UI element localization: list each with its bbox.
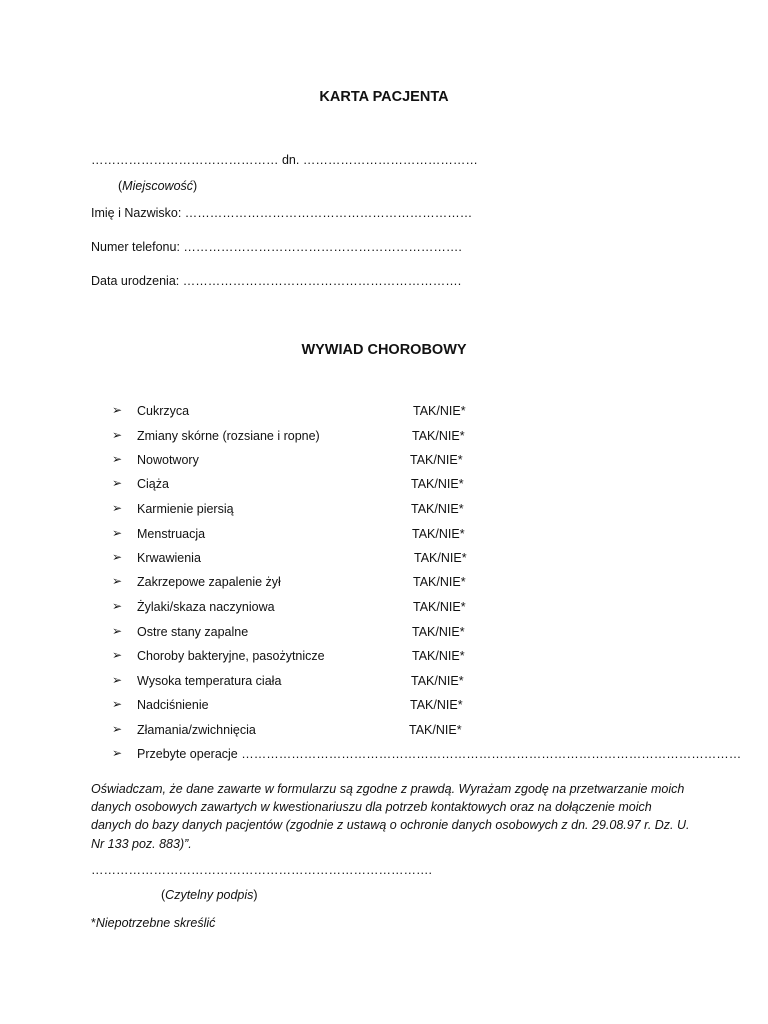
- arrow-bullet-icon: ➢: [112, 403, 123, 417]
- signature-hint-close: ): [253, 888, 258, 902]
- signature-line: ……………………………………………………………………….: [91, 863, 432, 877]
- arrow-bullet-icon: ➢: [112, 428, 123, 442]
- history-item-label: Złamania/zwichnięcia: [137, 723, 256, 737]
- arrow-bullet-icon: ➢: [112, 550, 123, 564]
- history-item-label: Nowotwory: [137, 453, 199, 467]
- signature-hint-open: (: [161, 888, 166, 902]
- birth-date-field: Data urodzenia: ………………………………………………………….: [91, 274, 462, 288]
- arrow-bullet-icon: ➢: [112, 624, 123, 638]
- history-item-answer: TAK/NIE*: [413, 404, 466, 418]
- signature-hint-text: Czytelny podpis: [165, 888, 254, 902]
- footnote-text: Niepotrzebne skreślić: [95, 916, 216, 930]
- history-item-label: Zmiany skórne (rozsiane i ropne): [137, 429, 320, 443]
- history-item-answer: TAK/NIE*: [409, 723, 462, 737]
- arrow-bullet-icon: ➢: [112, 526, 123, 540]
- signature-hint: [161, 888, 258, 902]
- history-item-answer: TAK/NIE*: [412, 429, 465, 443]
- place-date-line: ……………………………………… dn. ……………………………………: [91, 153, 478, 167]
- history-item-answer: TAK/NIE*: [413, 600, 466, 614]
- history-item-answer: TAK/NIE*: [411, 477, 464, 491]
- place-hint: [118, 179, 197, 193]
- history-item-label: Ostre stany zapalne: [137, 625, 249, 639]
- history-item-answer: TAK/NIE*: [411, 674, 464, 688]
- arrow-bullet-icon: ➢: [112, 697, 123, 711]
- arrow-bullet-icon: ➢: [112, 648, 123, 662]
- arrow-bullet-icon: ➢: [112, 452, 123, 466]
- history-item-label: Cukrzyca: [137, 404, 190, 418]
- consent-statement: Oświadczam, że dane zawarte w formularzu są zgodne z prawdą. Wyrażam zgodę na przetwarzanie moich danych osobowych zawartych w kwestionariuszu dla potrzeb kontaktowych oraz na dołączenie moich danych do bazy danych pacjentów (zgodnie z ustawą o ochronie danych osobowych z dn. 29.08.97 r. Dz. U. Nr 133 poz. 883)”.: [91, 782, 690, 851]
- history-item-answer: TAK/NIE*: [411, 502, 464, 516]
- history-item-label: Wysoka temperatura ciała: [137, 674, 282, 688]
- history-item-answer: TAK/NIE*: [414, 551, 467, 565]
- footnote: [91, 916, 215, 930]
- history-item-answer: TAK/NIE*: [410, 698, 463, 712]
- arrow-bullet-icon: ➢: [112, 501, 123, 515]
- phone-field: Numer telefonu: ………………………………………………………….: [91, 240, 462, 254]
- footnote-marker: *: [91, 916, 96, 930]
- arrow-bullet-icon: ➢: [112, 476, 123, 490]
- history-item-label: Nadciśnienie: [137, 698, 209, 712]
- history-item-answer: TAK/NIE*: [412, 625, 465, 639]
- history-item-answer: TAK/NIE*: [413, 575, 466, 589]
- arrow-bullet-icon: ➢: [112, 722, 123, 736]
- history-item-label: Krwawienia: [137, 551, 201, 565]
- place-hint-open: (: [118, 179, 123, 193]
- history-item-label: Ciąża: [137, 477, 169, 491]
- history-item-answer: TAK/NIE*: [410, 453, 463, 467]
- name-field: Imię i Nazwisko: ……………………………………………………………: [91, 206, 473, 220]
- arrow-bullet-icon: ➢: [112, 673, 123, 687]
- section-title: WYWIAD CHOROBOWY: [301, 342, 467, 358]
- page-title: KARTA PACJENTA: [319, 89, 449, 105]
- history-item-label: Żylaki/skaza naczyniowa: [137, 600, 275, 614]
- history-item-label: Choroby bakteryjne, pasożytnicze: [137, 649, 325, 663]
- history-item-label: Zakrzepowe zapalenie żył: [137, 575, 281, 589]
- place-hint-text: Miejscowość: [122, 179, 194, 193]
- history-item-answer: TAK/NIE*: [412, 649, 465, 663]
- surgeries-label: Przebyte operacje …………………………………………………………………………………………………………: [137, 747, 742, 761]
- place-hint-close: ): [193, 179, 198, 193]
- history-item-label: Menstruacja: [137, 527, 206, 541]
- arrow-bullet-icon: ➢: [112, 599, 123, 613]
- arrow-bullet-icon: ➢: [112, 746, 123, 760]
- history-item-answer: TAK/NIE*: [412, 527, 465, 541]
- arrow-bullet-icon: ➢: [112, 574, 123, 588]
- history-item-label: Karmienie piersią: [137, 502, 234, 516]
